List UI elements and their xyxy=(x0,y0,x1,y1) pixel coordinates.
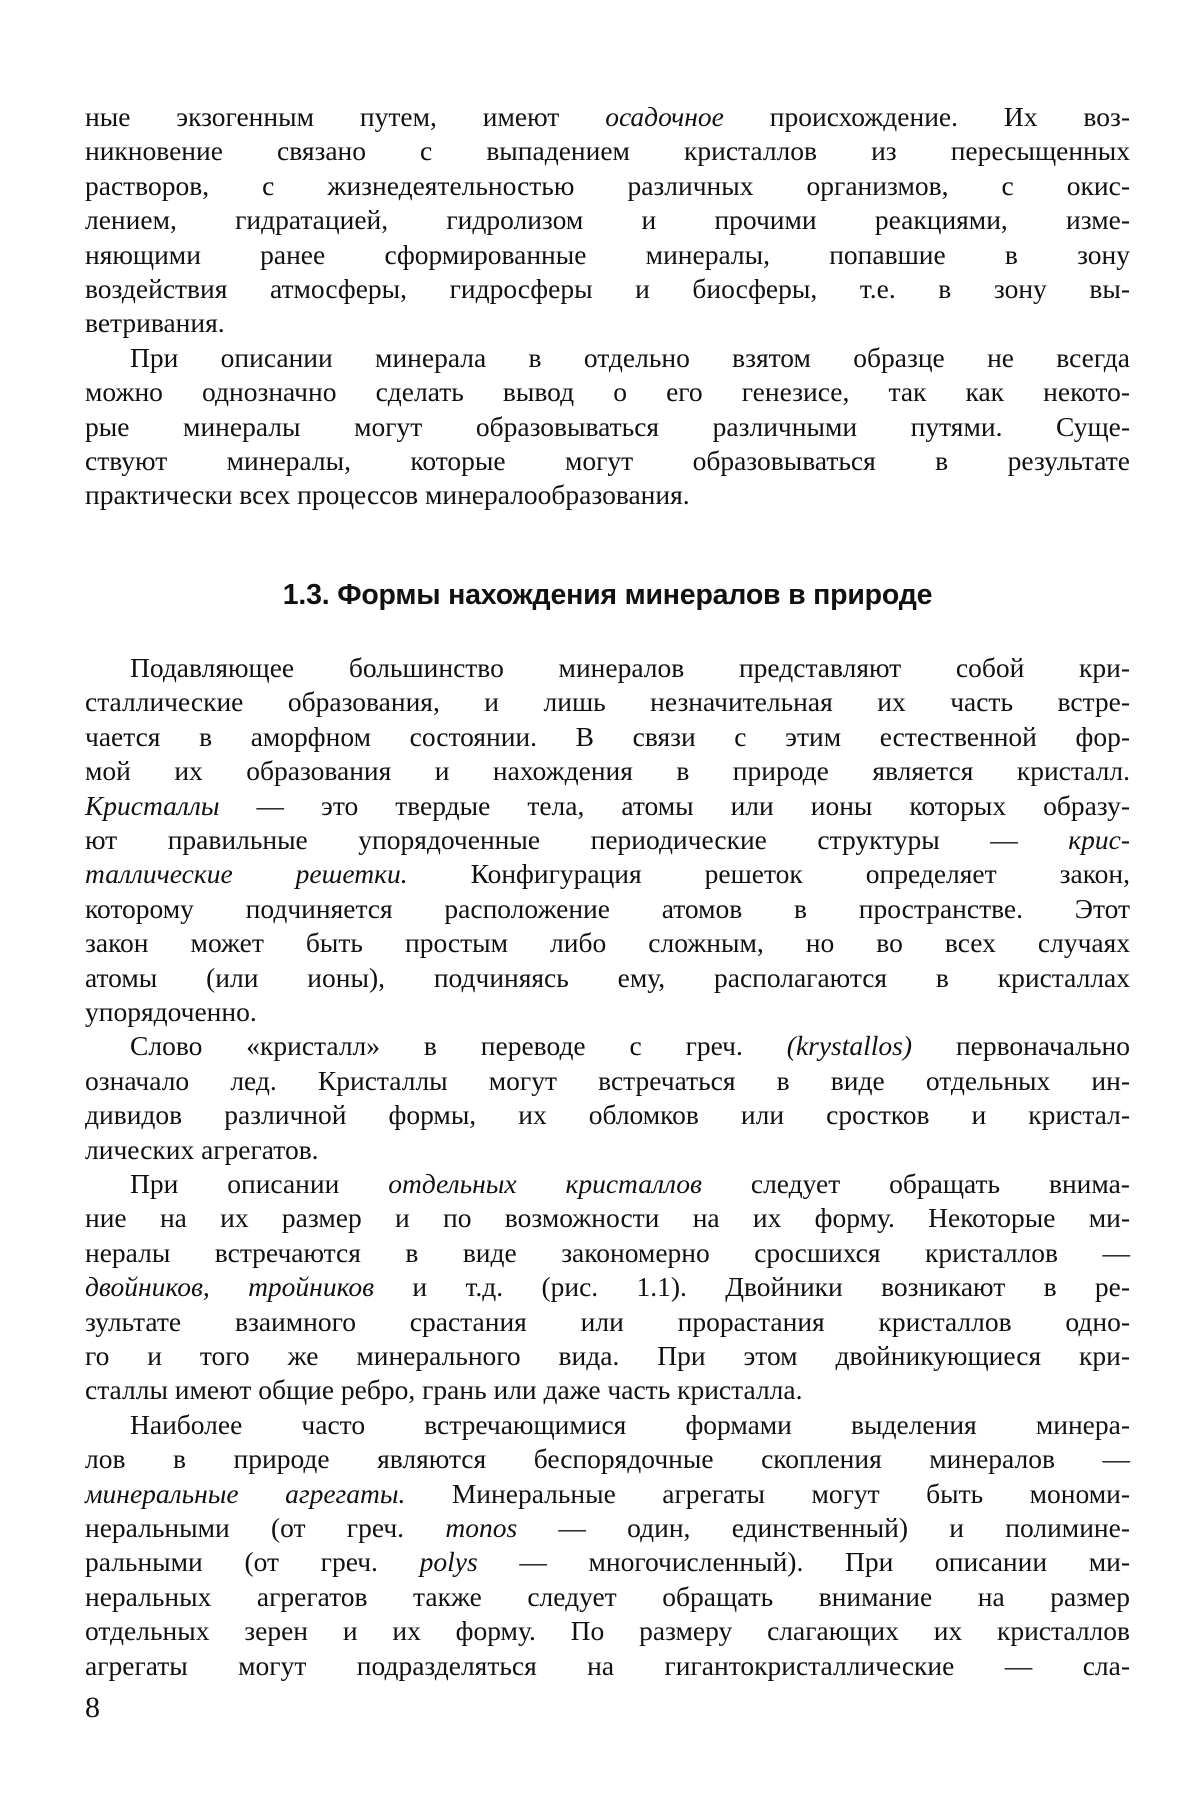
text-line: няющими ранее сформированные минералы, попавшие в зону xyxy=(85,238,1130,270)
text-line: означало лед. Кристаллы могут встречаться в виде отдельных ин- xyxy=(85,1064,1130,1096)
text-line: чается в аморфном состоянии. В связи с этим естественной фор- xyxy=(85,720,1130,752)
text-line: лов в природе являются беспорядочные скопления минералов — xyxy=(85,1443,1130,1475)
emphasized-term: polys xyxy=(419,1546,478,1578)
text-line: Слово «кристалл» в переводе с греч. (krystallos) первоначально xyxy=(130,1030,1130,1062)
section-heading: 1.3. Формы нахождения минералов в природе xyxy=(282,578,933,611)
text-line: растворов, с жизнедеятельностью различных организмов, с окис- xyxy=(85,169,1130,201)
paragraph xyxy=(85,1167,1130,1408)
text-line: которому подчиняется расположение атомов в пространстве. Этот xyxy=(85,892,1130,924)
text-line: неральными (от греч. monos — один, единственный) и полимине- xyxy=(85,1512,1130,1544)
text-line: рые минералы могут образовываться различными путями. Суще- xyxy=(85,410,1130,442)
book-page xyxy=(85,100,1130,1683)
text-line: Наиболее часто встречающимися формами выделения минера- xyxy=(130,1408,1130,1440)
page-number: 8 xyxy=(85,1691,100,1724)
emphasized-term: (krystallos) xyxy=(786,1030,913,1062)
text-line: таллические решетки. Конфигурация решеток определяет закон, xyxy=(85,858,1131,890)
text-line: атомы (или ионы), подчиняясь ему, располагаются в кристаллах xyxy=(85,961,1130,993)
paragraph xyxy=(85,1029,1130,1167)
text-line: агрегаты могут подразделяться на гигантокристаллические — сла- xyxy=(85,1649,1130,1681)
paragraph xyxy=(85,1408,1130,1683)
text-line: ральными (от греч. polys — многочисленный). При описании ми- xyxy=(85,1546,1131,1578)
text-line: сталлические образования, и лишь незначительная их часть встре- xyxy=(85,686,1130,718)
emphasized-term: Кристаллы xyxy=(85,789,220,821)
text-line: можно однозначно сделать вывод о его генезисе, так как некото- xyxy=(85,376,1130,408)
text-line: Подавляющее большинство минералов представляют собой кри- xyxy=(130,651,1130,683)
text-line: го и того же минерального вида. При этом двойникующиеся кри- xyxy=(85,1340,1130,1371)
text-line: отдельных зерен и их форму. По размеру слагающих их кристаллов xyxy=(85,1615,1130,1647)
emphasized-term: осадочное xyxy=(605,101,724,132)
text-line: При описании отдельных кристаллов следует обращать внима- xyxy=(130,1167,1130,1199)
text-line: упорядоченно. xyxy=(85,995,257,1027)
text-line: закон может быть простым либо сложным, но во всех случаях xyxy=(85,927,1130,959)
paragraph xyxy=(85,651,1130,1029)
text-line: никновение связано с выпадением кристаллов из пересыщенных xyxy=(85,135,1130,167)
text-line: дивидов различной формы, их обломков или сростков и кристал- xyxy=(85,1099,1130,1131)
text-line: ные экзогенным путем, имеют осадочное происхождение. Их воз- xyxy=(85,101,1130,132)
text-line: мой их образования и нахождения в природе является кристалл. xyxy=(85,755,1130,787)
text-line: ние на их размер и по возможности на их форму. Некоторые ми- xyxy=(85,1202,1130,1234)
text-line: минеральные агрегаты. Минеральные агрегаты могут быть мономи- xyxy=(85,1477,1130,1509)
paragraph xyxy=(85,100,1130,341)
text-line: ствуют минералы, которые могут образовываться в результате xyxy=(85,445,1130,477)
text-line: Кристаллы — это твердые тела, атомы или ионы которых образу- xyxy=(85,789,1130,821)
text-line: сталлы имеют общие ребро, грань или даже часть кристалла. xyxy=(85,1374,803,1406)
emphasized-term: отдельных кристаллов xyxy=(388,1167,702,1199)
text-line: При описании минерала в отдельно взятом образце не всегда xyxy=(130,341,1130,373)
emphasized-term: двойников, тройников xyxy=(85,1271,375,1303)
emphasized-term: таллические решетки. xyxy=(85,858,408,890)
text-line: практически всех процессов минералообразования. xyxy=(85,479,690,511)
text-line: нералы встречаются в виде закономерно сросшихся кристаллов — xyxy=(85,1236,1130,1268)
text-line: ветривания. xyxy=(85,307,225,339)
text-line: зультате взаимного срастания или прорастания кристаллов одно- xyxy=(85,1305,1130,1337)
paragraph xyxy=(85,341,1130,513)
emphasized-term: минеральные агрегаты. xyxy=(85,1477,406,1509)
text-line: неральных агрегатов также следует обращать внимание на размер xyxy=(85,1580,1130,1612)
text-line: лением, гидратацией, гидролизом и прочими реакциями, изме- xyxy=(85,204,1130,236)
text-line: воздействия атмосферы, гидросферы и биосферы, т.е. в зону вы- xyxy=(85,273,1130,305)
text-line: двойников, тройников и т.д. (рис. 1.1). Двойники возникают в ре- xyxy=(85,1271,1130,1303)
emphasized-term: крис- xyxy=(1068,823,1130,855)
emphasized-term: monos xyxy=(445,1512,518,1544)
text-line: лических агрегатов. xyxy=(85,1133,319,1165)
text-line: ют правильные упорядоченные периодические структуры — крис- xyxy=(85,823,1130,855)
